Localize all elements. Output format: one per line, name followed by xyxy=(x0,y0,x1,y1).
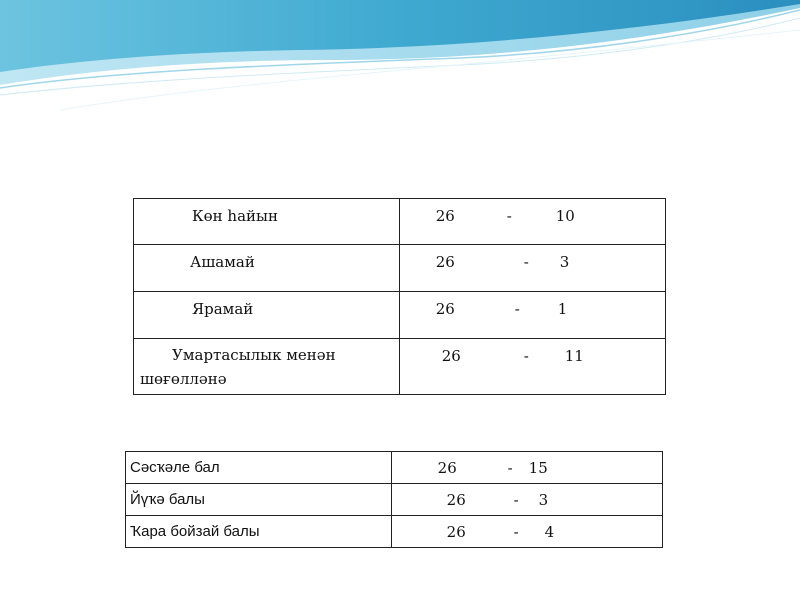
row-value-cell xyxy=(399,245,665,292)
total-value: 26 xyxy=(435,207,455,225)
count-value: 1 xyxy=(557,300,568,318)
row-label-cell xyxy=(134,292,400,339)
row-value-cell xyxy=(399,199,665,245)
table-honey-types xyxy=(125,451,663,548)
dash-separator: - xyxy=(514,300,520,318)
row-value-cell xyxy=(391,452,662,484)
total-value: 26 xyxy=(437,459,457,477)
count-value: 11 xyxy=(564,347,584,365)
total-value: 26 xyxy=(446,491,466,509)
row-label-line-1: Умартасылык менән xyxy=(172,346,336,364)
count-value: 15 xyxy=(528,459,548,477)
row-label-cell xyxy=(126,484,392,516)
count-value: 3 xyxy=(559,253,570,271)
table-row xyxy=(134,292,666,339)
row-value-cell xyxy=(391,516,662,548)
row-label-cell xyxy=(134,339,400,395)
row-label: Йүҡә балы xyxy=(130,491,205,508)
dash-separator: - xyxy=(506,207,512,225)
row-value-cell xyxy=(391,484,662,516)
table-frequency xyxy=(133,198,666,395)
dash-separator: - xyxy=(513,491,519,509)
row-label xyxy=(134,339,399,391)
total-value: 26 xyxy=(446,523,466,541)
table-row xyxy=(126,452,663,484)
row-label-cell xyxy=(126,452,392,484)
row-label: Көн һайын xyxy=(192,207,278,225)
row-label-cell xyxy=(134,199,400,245)
row-label-cell xyxy=(126,516,392,548)
table-row xyxy=(134,245,666,292)
row-label-line-2: шөғөлләнә xyxy=(140,370,227,388)
wave-header-decoration xyxy=(0,0,800,120)
count-value: 3 xyxy=(538,491,549,509)
row-label: Сәсҡәле бал xyxy=(130,459,220,476)
total-value: 26 xyxy=(441,347,461,365)
dash-separator: - xyxy=(513,523,519,541)
dash-separator: - xyxy=(507,459,513,477)
total-value: 26 xyxy=(435,253,455,271)
row-label: Ҡара бойзай балы xyxy=(130,523,260,540)
row-value-cell xyxy=(399,339,665,395)
row-label-cell xyxy=(134,245,400,292)
dash-separator: - xyxy=(523,253,529,271)
row-label: Ашамай xyxy=(190,253,255,271)
total-value: 26 xyxy=(435,300,455,318)
table-row xyxy=(134,339,666,395)
row-value-cell xyxy=(399,292,665,339)
table-row xyxy=(126,516,663,548)
table-row xyxy=(126,484,663,516)
dash-separator: - xyxy=(523,347,529,365)
count-value: 10 xyxy=(555,207,575,225)
row-label: Ярамай xyxy=(192,300,254,318)
count-value: 4 xyxy=(544,523,555,541)
table-row xyxy=(134,199,666,245)
